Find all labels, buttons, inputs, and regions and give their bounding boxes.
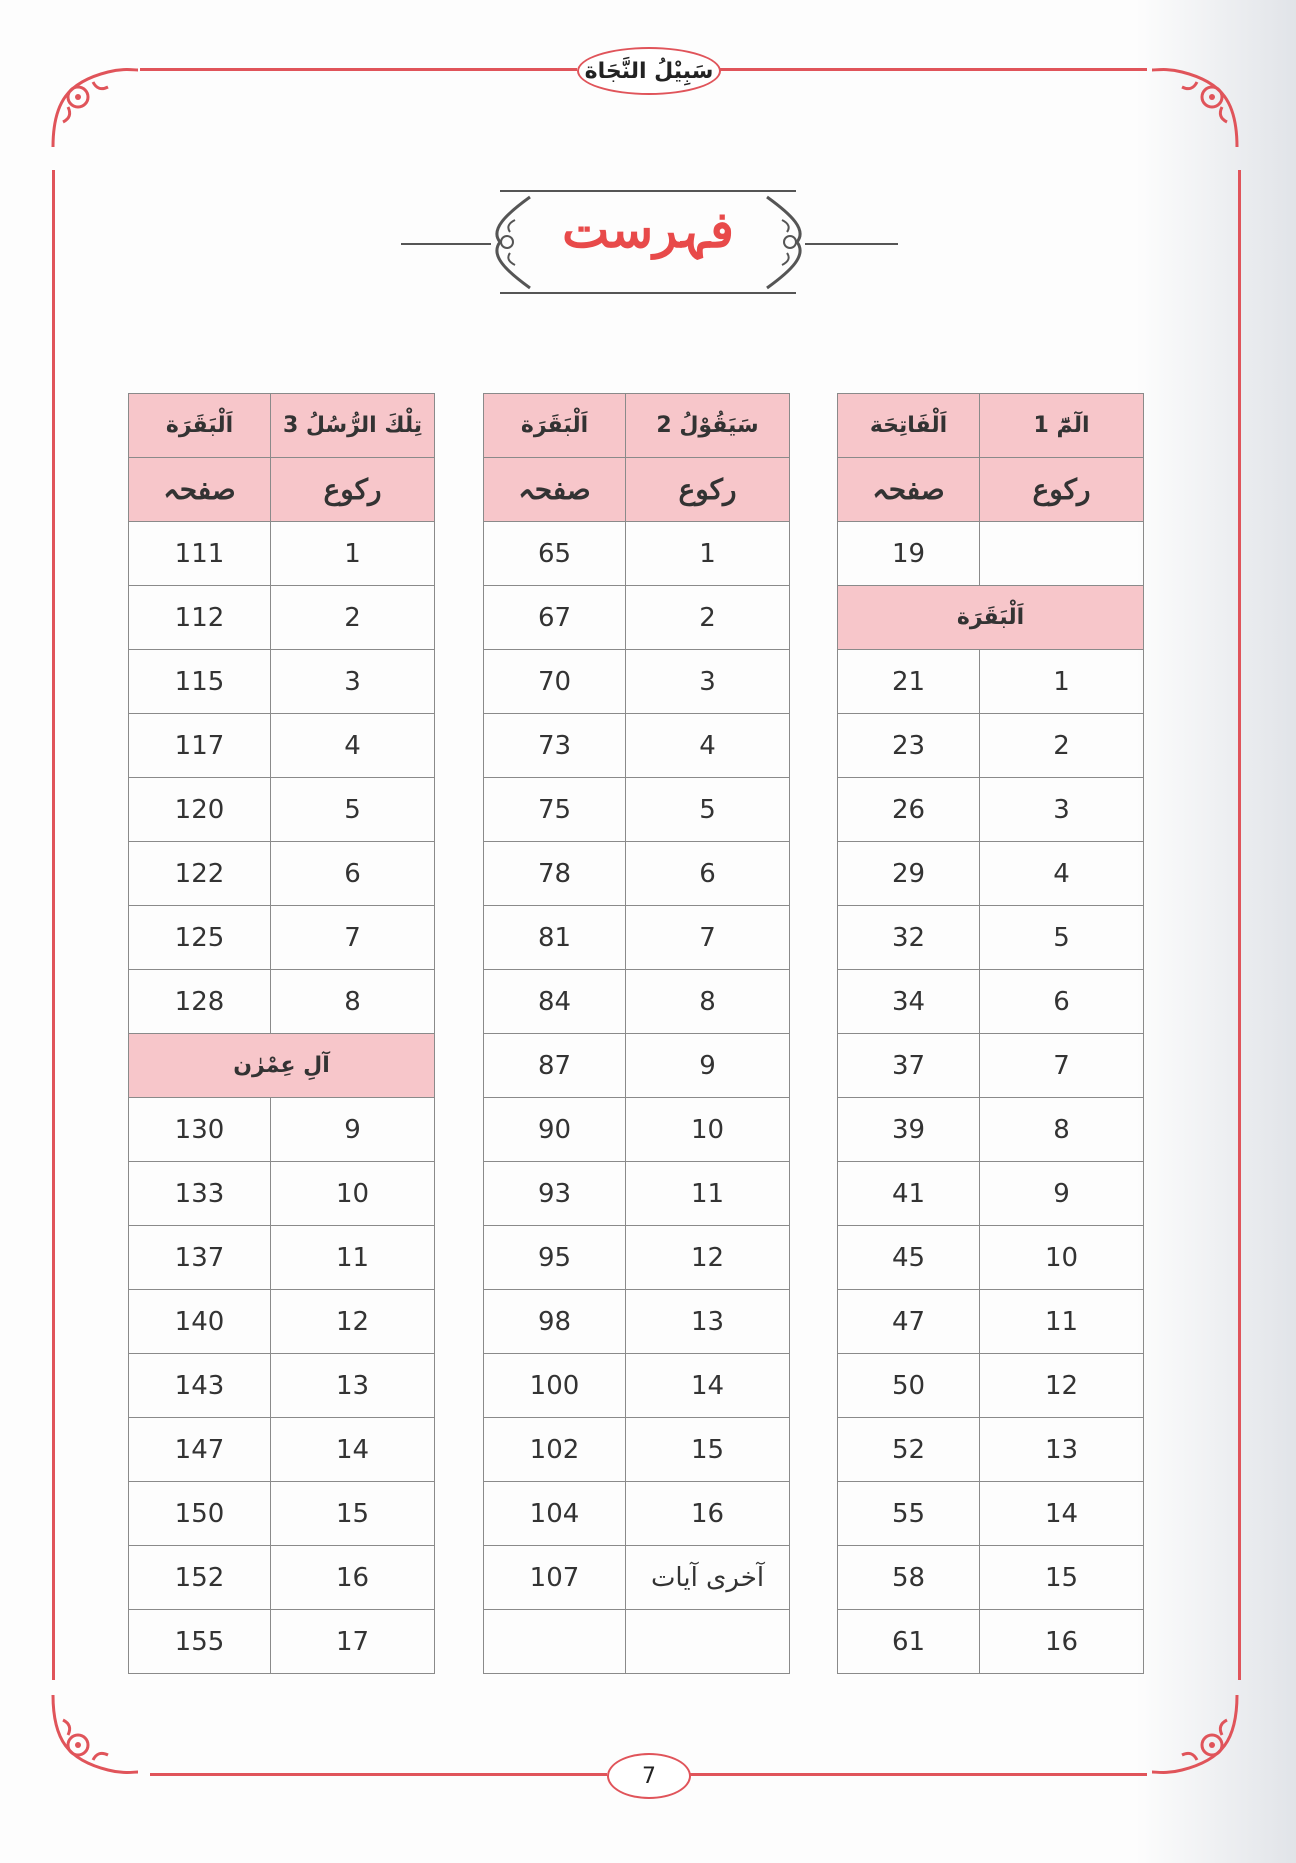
table-row	[484, 778, 790, 842]
para-name: الٓمّٓ 1	[980, 394, 1144, 458]
column-header-ruku: رکوع	[626, 458, 790, 522]
page-cell: 58	[838, 1546, 980, 1610]
page-cell: 26	[838, 778, 980, 842]
ruku-cell: 11	[271, 1226, 435, 1290]
page-cell: 152	[129, 1546, 271, 1610]
frame-top-left	[140, 68, 577, 71]
ruku-cell: آخری آیات	[626, 1546, 790, 1610]
page-cell: 32	[838, 906, 980, 970]
page-cell: 120	[129, 778, 271, 842]
table-row	[484, 1162, 790, 1226]
running-header	[577, 47, 721, 95]
table-row	[484, 906, 790, 970]
frame-bottom-left	[150, 1773, 607, 1776]
ruku-cell	[980, 522, 1144, 586]
table-row	[129, 1226, 435, 1290]
corner-ornament-icon	[1152, 62, 1242, 152]
page-cell: 140	[129, 1290, 271, 1354]
table-row	[129, 1610, 435, 1674]
frame-right	[1238, 170, 1241, 1680]
column-header-ruku: رکوع	[980, 458, 1144, 522]
table-row	[129, 1482, 435, 1546]
page-cell: 122	[129, 842, 271, 906]
ruku-cell: 2	[980, 714, 1144, 778]
title-rule-right	[805, 243, 898, 245]
table-row	[129, 714, 435, 778]
ruku-cell: 4	[980, 842, 1144, 906]
table-row	[838, 1546, 1144, 1610]
column-header-page: صفحہ	[484, 458, 626, 522]
column-header-ruku: رکوع	[271, 458, 435, 522]
table-row	[838, 714, 1144, 778]
para-header-row	[484, 394, 790, 458]
column-header-row	[484, 458, 790, 522]
ruku-cell: 5	[626, 778, 790, 842]
table-row	[484, 1034, 790, 1098]
table-row	[129, 1354, 435, 1418]
table-row	[129, 1546, 435, 1610]
surah-section-label: اَلْبَقَرَة	[838, 586, 1144, 650]
table-row	[484, 522, 790, 586]
page-cell: 73	[484, 714, 626, 778]
ruku-cell: 9	[271, 1098, 435, 1162]
ruku-cell: 1	[271, 522, 435, 586]
table-row	[484, 1290, 790, 1354]
ruku-cell: 13	[271, 1354, 435, 1418]
table-row	[838, 970, 1144, 1034]
ruku-cell: 1	[980, 650, 1144, 714]
ruku-cell: 2	[271, 586, 435, 650]
table-row	[484, 1546, 790, 1610]
table-row	[484, 842, 790, 906]
ruku-cell: 11	[980, 1290, 1144, 1354]
page-cell: 143	[129, 1354, 271, 1418]
ruku-cell: 8	[626, 970, 790, 1034]
ruku-cell: 3	[271, 650, 435, 714]
surah-name: اَلْبَقَرَة	[129, 394, 271, 458]
page-cell: 61	[838, 1610, 980, 1674]
table-row	[484, 970, 790, 1034]
table-row	[484, 1610, 790, 1674]
ruku-cell: 14	[271, 1418, 435, 1482]
table-row	[838, 1354, 1144, 1418]
page-cell: 75	[484, 778, 626, 842]
table-row	[838, 1034, 1144, 1098]
page-cell: 93	[484, 1162, 626, 1226]
para-name: تِلْكَ الرُّسُلُ 3	[271, 394, 435, 458]
ruku-cell: 10	[626, 1098, 790, 1162]
ruku-cell: 14	[980, 1482, 1144, 1546]
surah-section-row	[129, 1034, 435, 1098]
page-cell: 90	[484, 1098, 626, 1162]
page-cell: 70	[484, 650, 626, 714]
page-cell: 37	[838, 1034, 980, 1098]
page-cell: 147	[129, 1418, 271, 1482]
page-cell: 65	[484, 522, 626, 586]
page-number: 7	[642, 1763, 656, 1789]
ruku-cell: 6	[980, 970, 1144, 1034]
ruku-cell: 9	[980, 1162, 1144, 1226]
page-cell: 95	[484, 1226, 626, 1290]
table-row	[838, 1610, 1144, 1674]
page-cell: 107	[484, 1546, 626, 1610]
ruku-cell: 6	[626, 842, 790, 906]
page-title: فہرست	[562, 200, 734, 259]
table-row	[838, 1418, 1144, 1482]
ruku-cell: 11	[626, 1162, 790, 1226]
ruku-cell: 5	[271, 778, 435, 842]
table-row	[838, 522, 1144, 586]
page-cell: 78	[484, 842, 626, 906]
table-row	[484, 1418, 790, 1482]
column-header-row	[838, 458, 1144, 522]
page-cell: 41	[838, 1162, 980, 1226]
table-row	[838, 650, 1144, 714]
ruku-cell: 15	[980, 1546, 1144, 1610]
ruku-cell: 8	[271, 970, 435, 1034]
table-row	[838, 842, 1144, 906]
ruku-cell: 6	[271, 842, 435, 906]
ruku-cell: 5	[980, 906, 1144, 970]
page-cell: 155	[129, 1610, 271, 1674]
column-header-page: صفحہ	[129, 458, 271, 522]
table-row	[129, 842, 435, 906]
page-cell: 45	[838, 1226, 980, 1290]
page-cell: 111	[129, 522, 271, 586]
table-row	[129, 970, 435, 1034]
table-row	[484, 1354, 790, 1418]
surah-name: اَلْفَاتِحَة	[838, 394, 980, 458]
ruku-cell	[626, 1610, 790, 1674]
ruku-cell: 10	[271, 1162, 435, 1226]
ruku-cell: 3	[980, 778, 1144, 842]
column-header-row	[129, 458, 435, 522]
table-row	[484, 714, 790, 778]
ruku-cell: 8	[980, 1098, 1144, 1162]
page-cell: 21	[838, 650, 980, 714]
table-row	[129, 650, 435, 714]
ruku-cell: 12	[271, 1290, 435, 1354]
page-cell: 34	[838, 970, 980, 1034]
ruku-cell: 4	[626, 714, 790, 778]
page-cell: 115	[129, 650, 271, 714]
para-header-row	[838, 394, 1144, 458]
running-header-text: سَبِيْلُ النَّجَاة	[584, 58, 714, 84]
page-cell: 150	[129, 1482, 271, 1546]
table-row	[838, 1098, 1144, 1162]
page-cell: 55	[838, 1482, 980, 1546]
title-rule-left	[401, 243, 491, 245]
ruku-cell: 12	[626, 1226, 790, 1290]
table-row	[484, 1226, 790, 1290]
table-row	[838, 1482, 1144, 1546]
frame-left	[52, 170, 55, 1680]
page-cell: 98	[484, 1290, 626, 1354]
ruku-cell: 15	[271, 1482, 435, 1546]
table-row	[129, 1290, 435, 1354]
ruku-cell: 16	[980, 1610, 1144, 1674]
ruku-cell: 16	[271, 1546, 435, 1610]
page-cell: 137	[129, 1226, 271, 1290]
scan-shadow	[1136, 0, 1296, 1863]
ruku-cell: 17	[271, 1610, 435, 1674]
page-cell: 102	[484, 1418, 626, 1482]
page-cell: 81	[484, 906, 626, 970]
column-header-page: صفحہ	[838, 458, 980, 522]
table-row	[129, 778, 435, 842]
table-row	[129, 906, 435, 970]
page-cell: 29	[838, 842, 980, 906]
page-cell: 52	[838, 1418, 980, 1482]
surah-section-row	[838, 586, 1144, 650]
page-cell: 87	[484, 1034, 626, 1098]
toc-table-para-2	[483, 393, 790, 1674]
ruku-cell: 7	[980, 1034, 1144, 1098]
ruku-cell: 2	[626, 586, 790, 650]
ruku-cell: 7	[626, 906, 790, 970]
page-cell: 47	[838, 1290, 980, 1354]
ruku-cell: 15	[626, 1418, 790, 1482]
page-cell: 100	[484, 1354, 626, 1418]
surah-name: اَلْبَقَرَة	[484, 394, 626, 458]
ruku-cell: 3	[626, 650, 790, 714]
ruku-cell: 13	[626, 1290, 790, 1354]
corner-ornament-icon	[48, 62, 138, 152]
table-row	[484, 1482, 790, 1546]
table-row	[129, 522, 435, 586]
table-row	[838, 906, 1144, 970]
ruku-cell: 7	[271, 906, 435, 970]
page-cell: 133	[129, 1162, 271, 1226]
page-cell	[484, 1610, 626, 1674]
page-cell: 67	[484, 586, 626, 650]
table-row	[484, 1098, 790, 1162]
page-cell: 19	[838, 522, 980, 586]
page-cell: 50	[838, 1354, 980, 1418]
table-row	[838, 1226, 1144, 1290]
table-row	[129, 586, 435, 650]
page-cell: 112	[129, 586, 271, 650]
page-cell: 130	[129, 1098, 271, 1162]
table-row	[129, 1098, 435, 1162]
page-cell: 104	[484, 1482, 626, 1546]
frame-bottom-right	[687, 1773, 1147, 1776]
para-header-row	[129, 394, 435, 458]
ruku-cell: 4	[271, 714, 435, 778]
toc-table-para-3	[128, 393, 435, 1674]
table-row	[838, 1162, 1144, 1226]
page-cell: 117	[129, 714, 271, 778]
ruku-cell: 14	[626, 1354, 790, 1418]
ruku-cell: 10	[980, 1226, 1144, 1290]
table-row	[838, 778, 1144, 842]
ruku-cell: 16	[626, 1482, 790, 1546]
page-cell: 84	[484, 970, 626, 1034]
surah-section-label: آلِ عِمْرٰن	[129, 1034, 435, 1098]
page-cell: 125	[129, 906, 271, 970]
ruku-cell: 12	[980, 1354, 1144, 1418]
para-name: سَيَقُوْلُ 2	[626, 394, 790, 458]
table-row	[129, 1418, 435, 1482]
ruku-cell: 9	[626, 1034, 790, 1098]
table-row	[484, 650, 790, 714]
page-cell: 39	[838, 1098, 980, 1162]
frame-top-right	[717, 68, 1147, 71]
page-cell: 128	[129, 970, 271, 1034]
table-row	[838, 1290, 1144, 1354]
corner-ornament-icon	[1152, 1690, 1242, 1780]
page-cell: 23	[838, 714, 980, 778]
table-row	[484, 586, 790, 650]
corner-ornament-icon	[48, 1690, 138, 1780]
ruku-cell: 13	[980, 1418, 1144, 1482]
toc-table-para-1	[837, 393, 1144, 1674]
ruku-cell: 1	[626, 522, 790, 586]
table-row	[129, 1162, 435, 1226]
page-number-badge	[607, 1753, 691, 1799]
